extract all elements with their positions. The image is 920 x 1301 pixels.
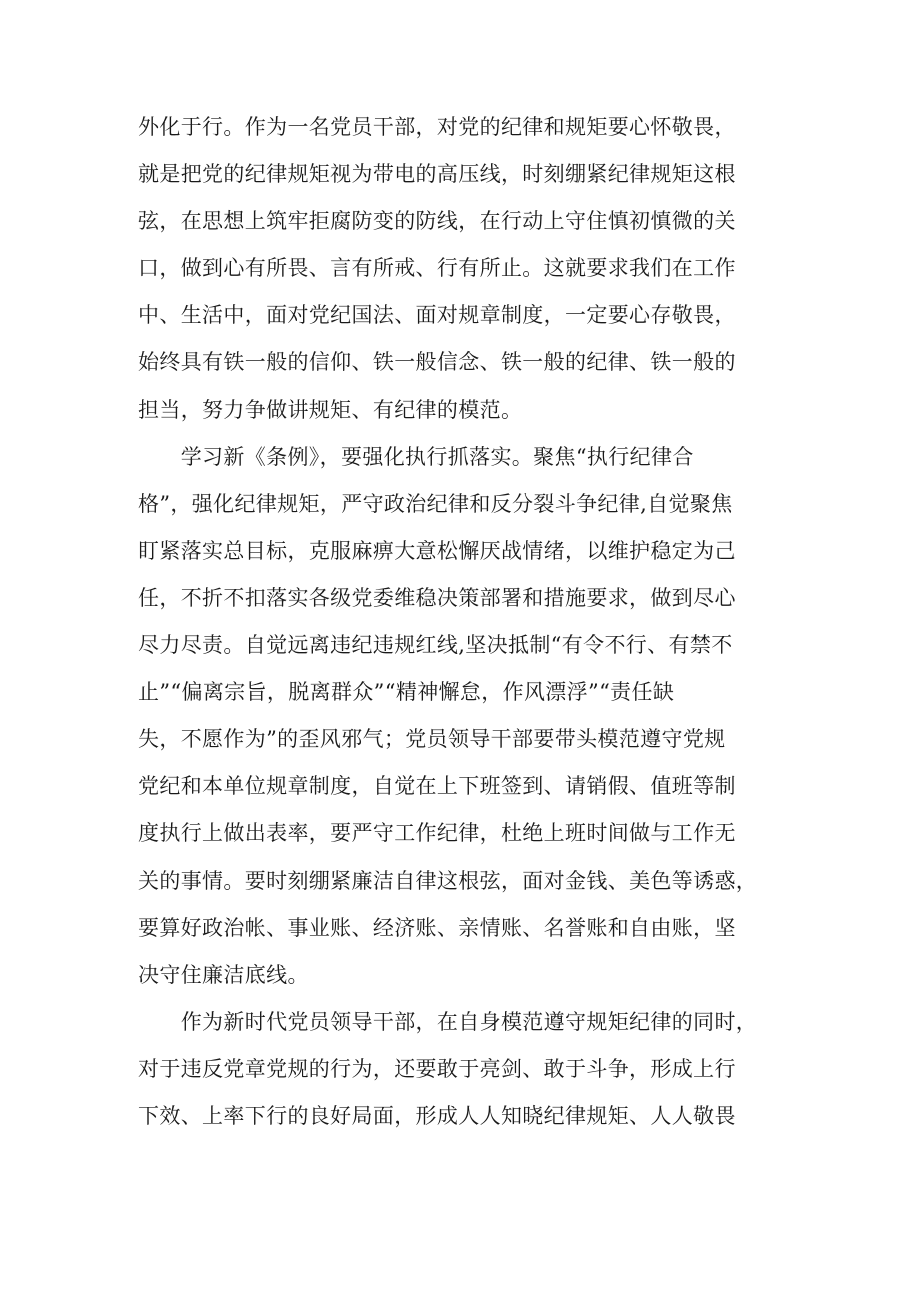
text-line: 对于违反党章党规的行为，还要敢于亮剑、敢于斗争，形成上行 <box>138 1056 736 1081</box>
text-line: 要算好政治帐、事业账、经济账、亲情账、名誉账和自由账，坚 <box>138 915 736 940</box>
text-line: 作为新时代党员领导干部，在自身模范遵守规矩纪律的同时， <box>138 1009 758 1034</box>
text-line: 就是把党的纪律规矩视为带电的高压线，时刻绷紧纪律规矩这根 <box>138 162 736 187</box>
text-line: 党纪和本单位规章制度，自觉在上下班签到、请销假、值班等制 <box>138 774 736 799</box>
text-line: 尽力尽责。自觉远离违纪违规红线,坚决抵制“有令不行、有禁不 <box>138 633 733 658</box>
text-line: 弦，在思想上筑牢拒腐防变的防线，在行动上守住慎初慎微的关 <box>138 209 736 234</box>
text-line: 学习新《条例》，要强化执行抓落实。聚焦“执行纪律合 <box>138 444 694 469</box>
text-line: 口，做到心有所畏、言有所戒、行有所止。这就要求我们在工作 <box>138 256 736 281</box>
text-line: 度执行上做出表率，要严守工作纪律，杜绝上班时间做与工作无 <box>138 821 736 846</box>
text-line: 始终具有铁一般的信仰、铁一般信念、铁一般的纪律、铁一般的 <box>138 350 736 375</box>
text-line: 盯紧落实总目标，克服麻痹大意松懈厌战情绪，以维护稳定为己 <box>138 538 736 563</box>
text-line: 下效、上率下行的良好局面，形成人人知晓纪律规矩、人人敬畏 <box>138 1103 736 1128</box>
text-line: 决守住廉洁底线。 <box>138 962 309 987</box>
text-line: 任，不折不扣落实各级党委维稳决策部署和措施要求，做到尽心 <box>138 585 736 610</box>
text-line: 失，不愿作为”的歪风邪气；党员领导干部要带头模范遵守党规 <box>138 727 726 752</box>
text-line: 关的事情。要时刻绷紧廉洁自律这根弦，面对金钱、美色等诱惑， <box>138 868 758 893</box>
text-line: 止”“偏离宗旨，脱离群众”“精神懈怠，作风漂浮”“责任缺 <box>138 680 675 705</box>
text-line: 担当，努力争做讲规矩、有纪律的模范。 <box>138 397 523 422</box>
body-text <box>138 104 798 1140</box>
text-line: 中、生活中，面对党纪国法、面对规章制度，一定要心存敬畏， <box>138 303 736 328</box>
text-line: 外化于行。作为一名党员干部，对党的纪律和规矩要心怀敬畏， <box>138 115 736 139</box>
text-line: 格”，强化纪律规矩，严守政治纪律和反分裂斗争纪律,自觉聚焦 <box>138 491 733 516</box>
